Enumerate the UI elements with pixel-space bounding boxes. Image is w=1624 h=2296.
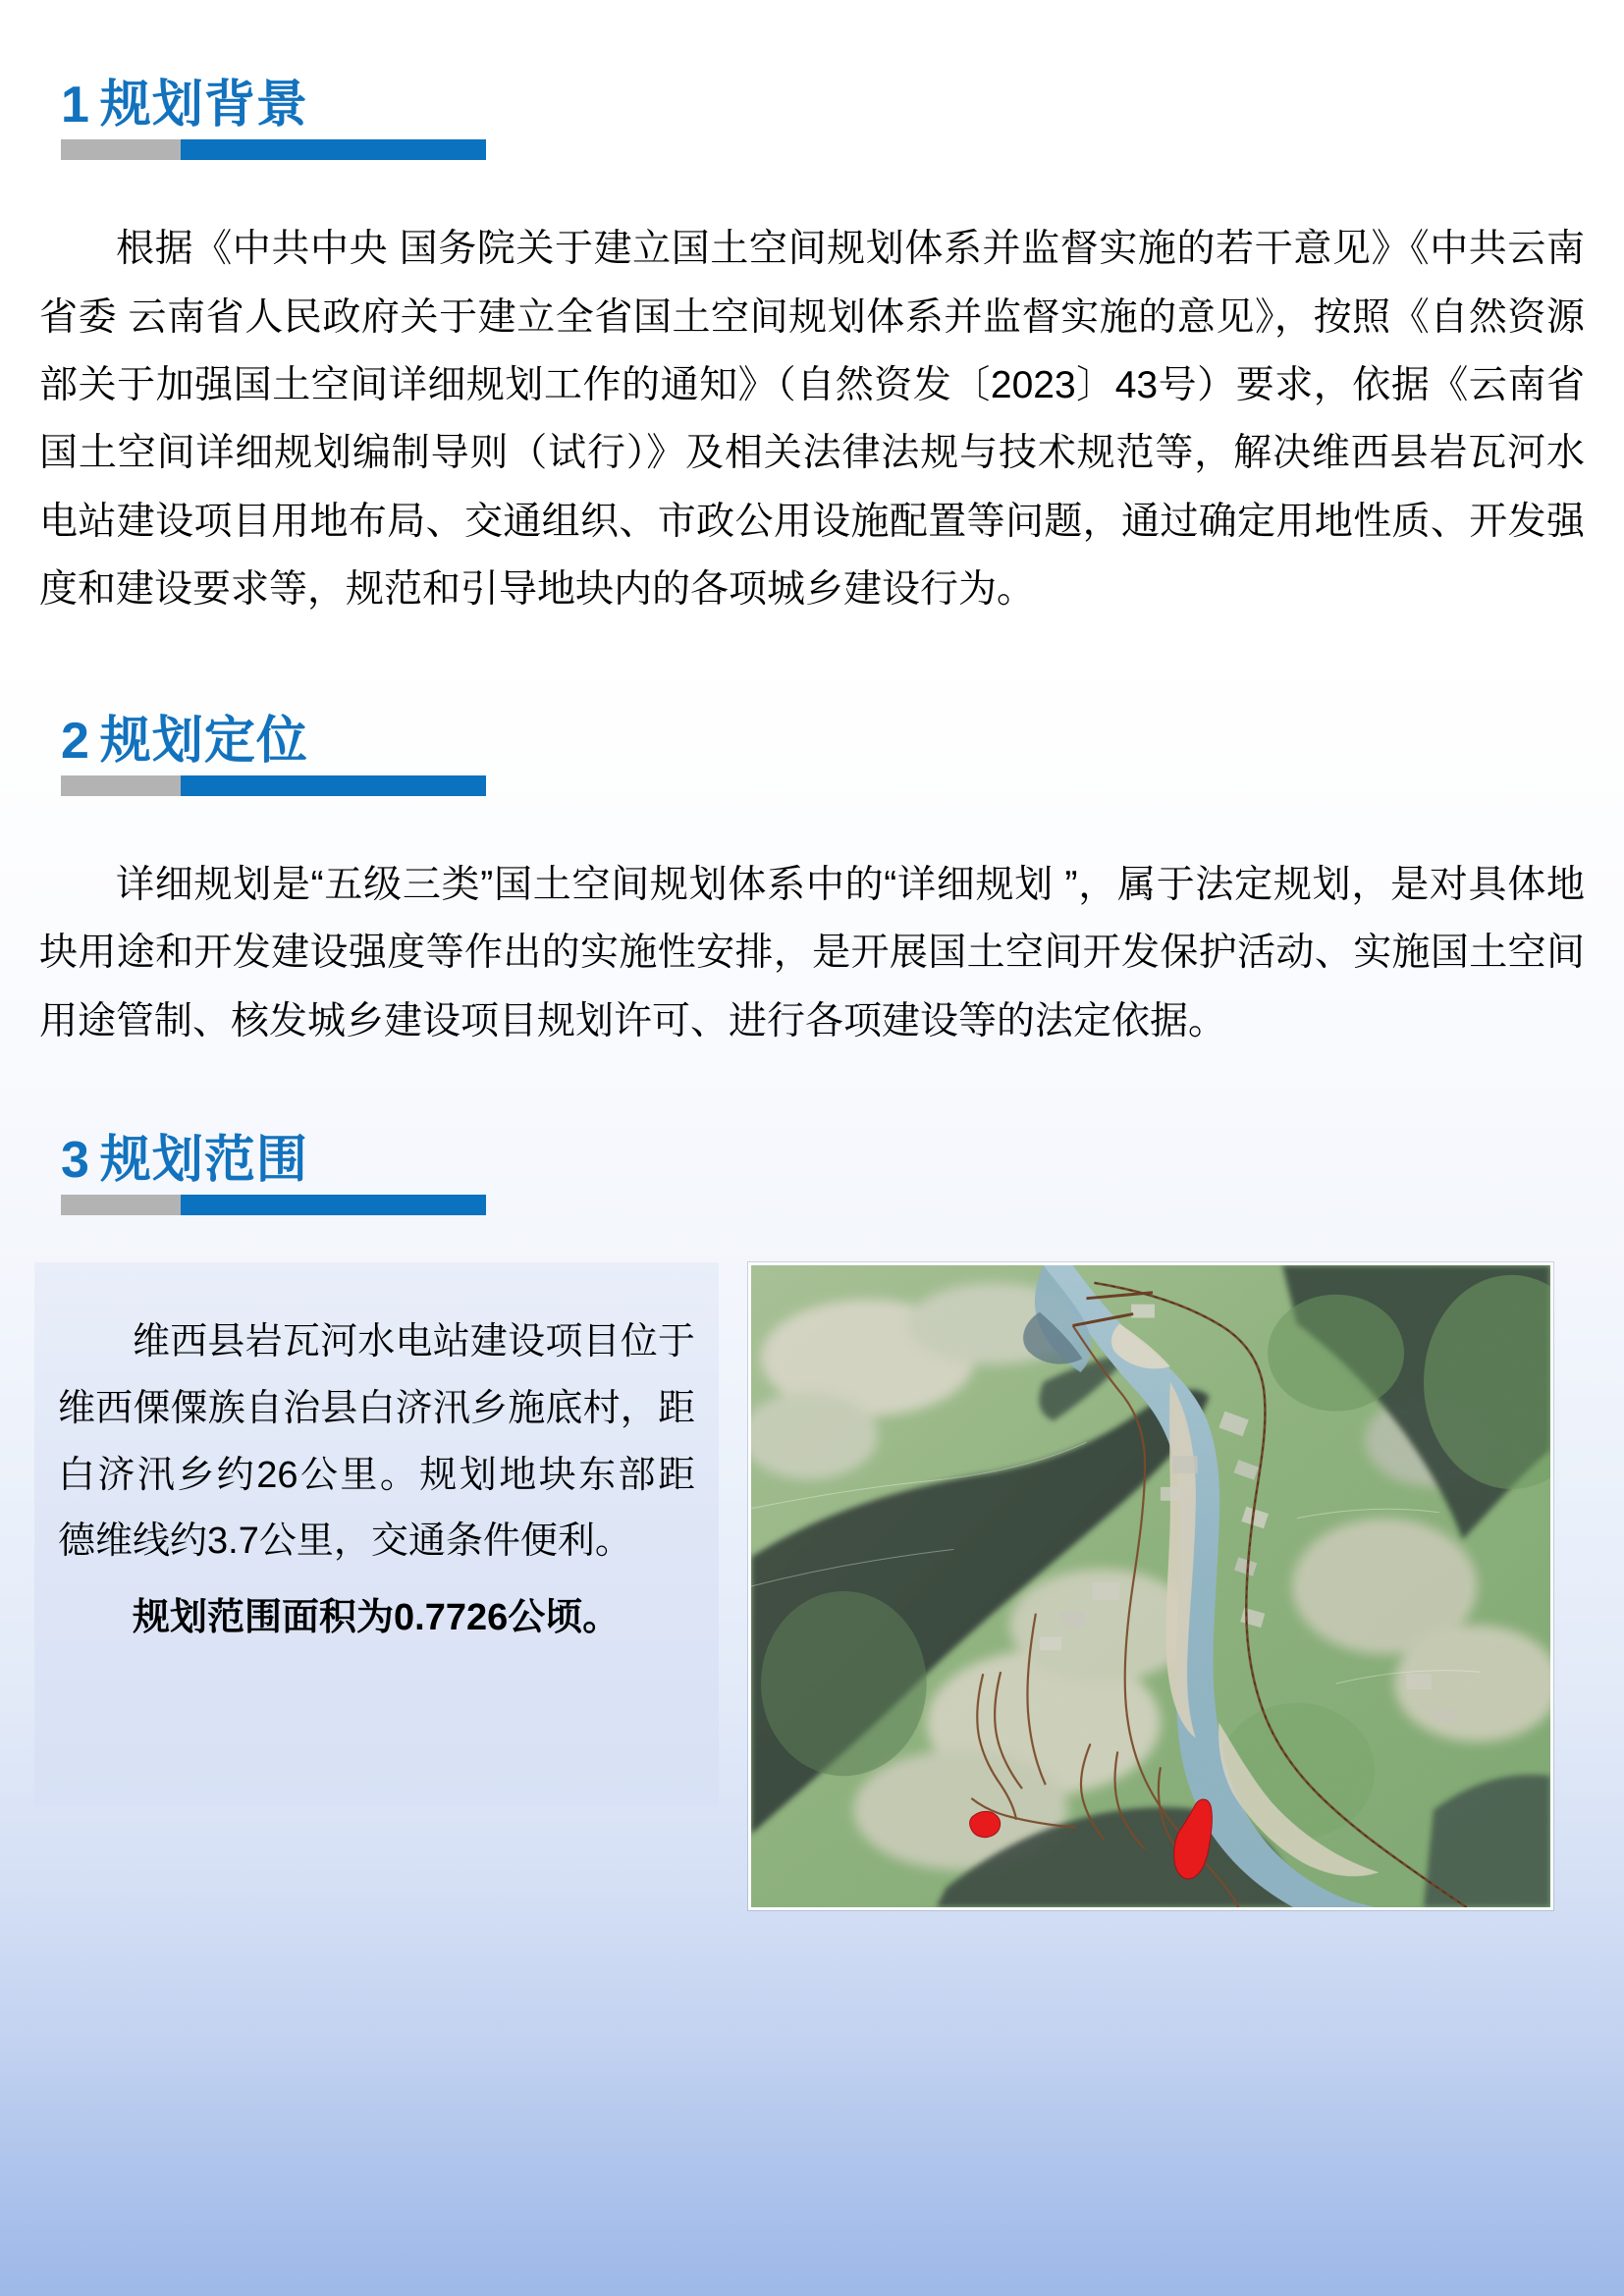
scope-description-box (34, 1262, 719, 1807)
section-planning-positioning (0, 713, 1624, 1055)
rule-blue-segment (181, 139, 486, 160)
scope-area-highlight: 规划范围面积为0.7726公顷。 (133, 1596, 621, 1638)
section-2-header (0, 713, 1624, 796)
section-3-title (61, 1132, 1624, 1189)
section-2-paragraph: 详细规划是“五级三类”国土空间规划体系中的“详细规划 ”，属于法定规划，是对具体地块用途和开发建设强度等作出的实施性安排，是开展国土空间开发保护活动、实施国土空间用途管制、核发城乡建设项目规划许可、进行各项建设等的法定依据。 (39, 863, 1585, 1042)
section-2-number: 2 (61, 712, 90, 770)
section-2-heading: 规划定位 (99, 712, 308, 770)
satellite-map-graphic (751, 1265, 1550, 1907)
satellite-map-canvas (751, 1265, 1550, 1907)
section-planning-scope (0, 1132, 1624, 1910)
satellite-map-image (748, 1262, 1553, 1910)
section-1-heading: 规划背景 (99, 77, 308, 133)
section-1-rule (61, 139, 486, 160)
section-3-rule (61, 1195, 486, 1215)
scope-description-text: 维西县岩瓦河水电站建设项目位于维西傈僳族自治县白济汛乡施底村，距白济汛乡约26公里。规划地块东部距德维线约3.7公里，交通条件便利。 (58, 1321, 695, 1563)
section-1-paragraph: 根据《中共中央 国务院关于建立国土空间规划体系并监督实施的若干意见》《中共云南省委 云南省人民政府关于建立全省国土空间规划体系并监督实施的意见》，按照《自然资源部关于加强国土空间详细规划工作的通知》（自然资发〔2023〕43号）要求，依据《云南省国土空间详细规划编制导则（试行）》及相关法律法规与技术规范等，解决维西县岩瓦河水电站建设项目用地布局、交通组织、市政公用设施配置等问题，通过确定用地性质、开发强度和建设要求等，规范和引导地块内的各项城乡建设行为。 (39, 228, 1585, 612)
rule-gray-segment (61, 775, 181, 796)
section-3-content-row (0, 1262, 1624, 1910)
section-1-title (61, 77, 1624, 133)
rule-gray-segment (61, 1195, 181, 1215)
section-2-rule (61, 775, 486, 796)
section-1-number: 1 (61, 77, 90, 133)
rule-gray-segment (61, 139, 181, 160)
section-planning-background (0, 0, 1624, 624)
section-2-title (61, 713, 1624, 770)
rule-blue-segment (181, 775, 486, 796)
rule-blue-segment (181, 1195, 486, 1215)
section-3-heading: 规划范围 (99, 1132, 308, 1190)
section-3-header (0, 1132, 1624, 1215)
section-1-header (0, 77, 1624, 160)
section-3-number: 3 (61, 1132, 90, 1190)
